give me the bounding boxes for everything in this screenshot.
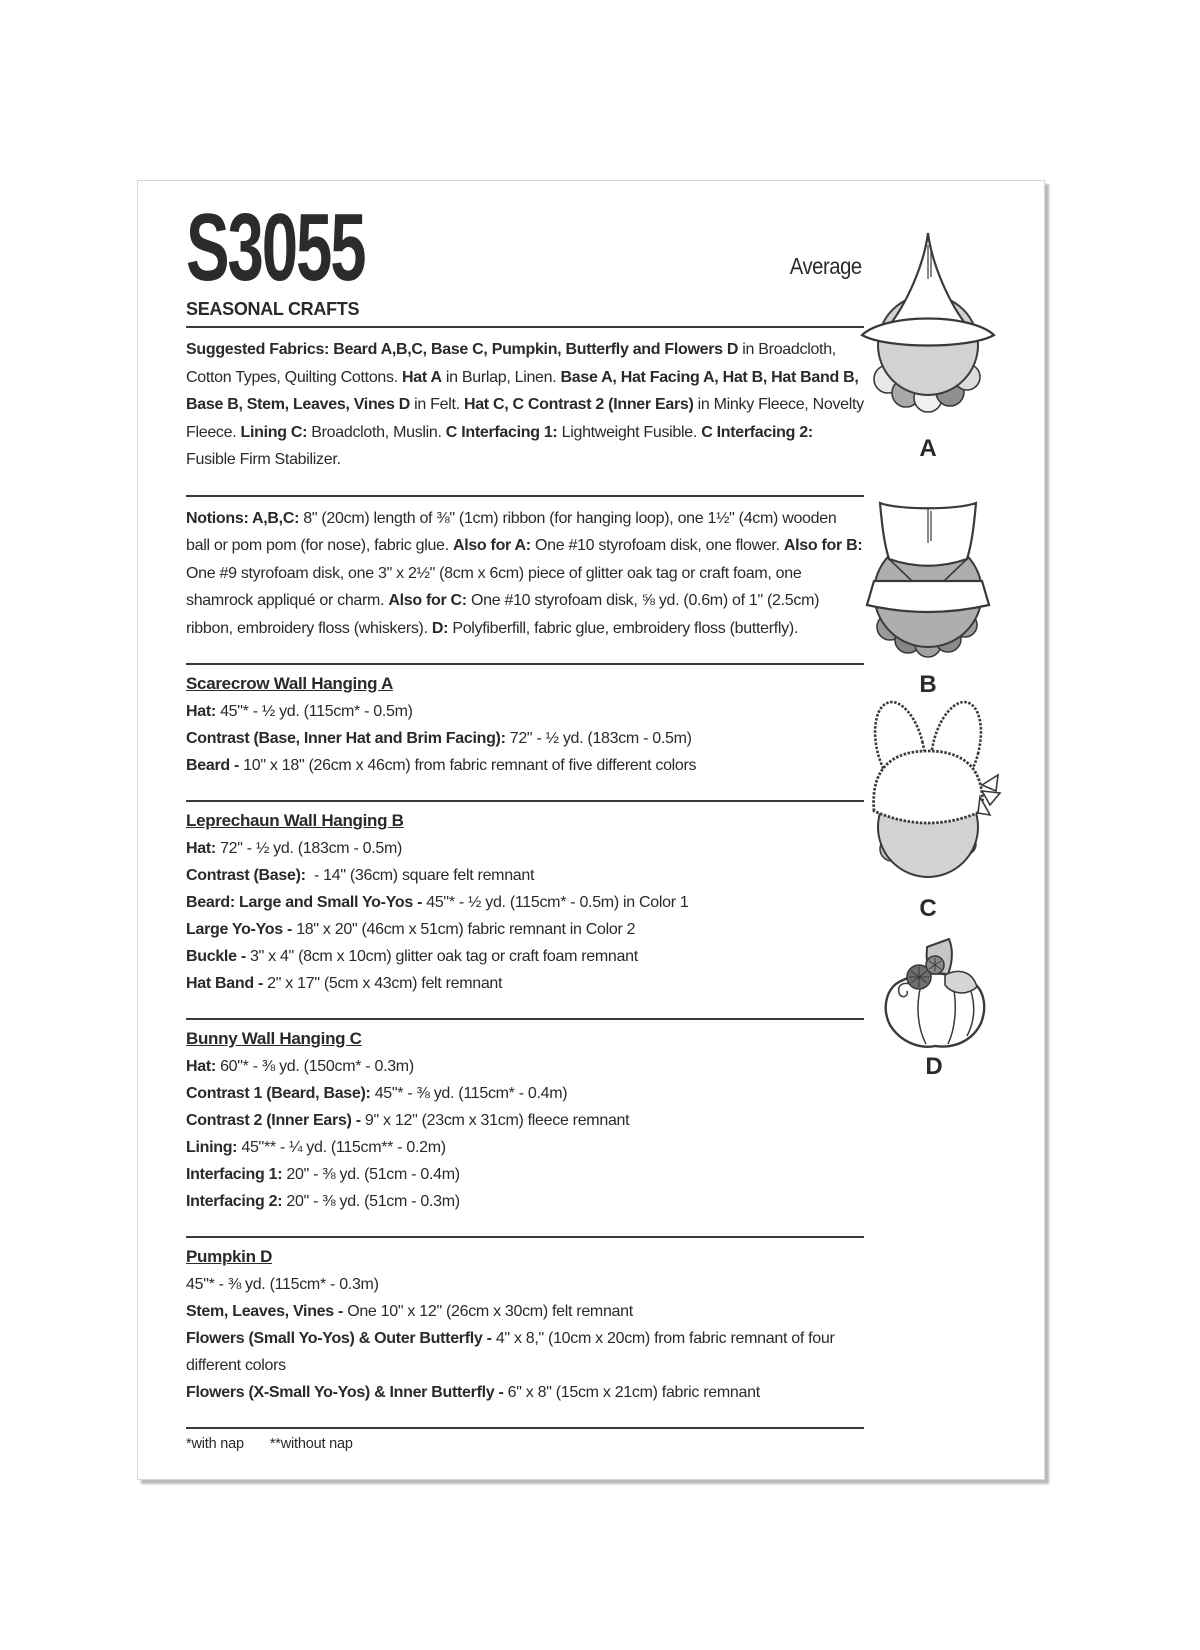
figure-d (844, 933, 1024, 1081)
section-lines (186, 1053, 864, 1215)
section-divider (186, 1018, 864, 1020)
nap-footnote (186, 1436, 864, 1452)
figure-label: B (919, 671, 937, 698)
spec-line: Contrast (Base, Inner Hat and Brim Facing): 72" - ½ yd. (183cm - 0.5m) (186, 730, 692, 747)
leprechaun-illustration (848, 497, 1008, 669)
bunny-illustration (844, 699, 1012, 893)
section-title: Bunny Wall Hanging C (186, 1029, 362, 1048)
pattern-number-row (186, 181, 864, 301)
spec-line: Hat: 60"* - ⅜ yd. (150cm* - 0.3m) (186, 1058, 414, 1075)
suggested-fabrics-paragraph: Suggested Fabrics: Beard A,B,C, Base C, Pumpkin, Butterfly and Flowers D in Broadcloth, Cotton Types, Quilting Cottons. Hat A in Burlap, Linen. Base A, Hat Facing A, Hat B, Hat Band B, Base B, Stem, Leaves, Vines D in Felt. Hat C, C Contrast 2 (Inner Ears) in Minky Fleece, Novelty Fleece. Lining C: Broadcloth, Muslin. C Interfacing 1: Lightweight Fusible. C Interfacing 2: Fusible Firm Stabilizer. (186, 341, 868, 468)
with-nap-note: *with nap (186, 1436, 244, 1452)
spec-line: Contrast (Base): - 14" (36cm) square felt remnant (186, 867, 535, 884)
spec-line: Hat Band - 2" x 17" (5cm x 43cm) felt remnant (186, 975, 503, 992)
section-leprechaun-b (186, 811, 864, 997)
spec-line: Stem, Leaves, Vines - One 10" x 12" (26cm x 30cm) felt remnant (186, 1303, 633, 1320)
notions-paragraph: Notions: A,B,C: 8" (20cm) length of ⅜" (1cm) ribbon (for hanging loop), one 1½" (4cm) wooden ball or pom pom (for nose), fabric glue. Also for A: One #10 styrofoam disk, one flower. Also for B: One #9 styrofoam disk, one 3" x 2½" (8cm x 6cm) piece of glitter oak tag or craft foam, one shamrock appliqué or charm. Also for C: One #10 styrofoam disk, ⅝ yd. (0.6m) of 1" (2.5cm) ribbon, embroidery floss (whiskers). D: Polyfiberfill, fabric glue, embroidery floss (butterfly). (186, 509, 867, 637)
section-lines (186, 698, 864, 779)
spec-line: Buckle - 3" x 4" (8cm x 10cm) glitter oak tag or craft foam remnant (186, 948, 638, 965)
spec-line: Interfacing 1: 20" - ⅜ yd. (51cm - 0.4m) (186, 1166, 460, 1183)
hat-brim (862, 319, 994, 346)
footnote-divider (186, 1427, 864, 1429)
spec-line: Large Yo-Yos - 18" x 20" (46cm x 51cm) fabric remnant in Color 2 (186, 921, 636, 938)
section-pumpkin-d (186, 1247, 864, 1406)
spec-line: Flowers (X-Small Yo-Yos) & Inner Butterfly - 6" x 8" (15cm x 21cm) fabric remnant (186, 1384, 760, 1401)
figure-label: C (919, 895, 937, 922)
section-title: Leprechaun Wall Hanging B (186, 811, 404, 830)
pattern-number: S3055 (186, 194, 365, 301)
figure-a (838, 227, 1018, 463)
pattern-envelope-back (137, 180, 1045, 1480)
spec-line: Beard - 10" x 18" (26cm x 46cm) from fabric remnant of five different colors (186, 757, 697, 774)
section-scarecrow-a (186, 674, 864, 779)
spec-line: Hat: 45"* - ½ yd. (115cm* - 0.5m) (186, 703, 413, 720)
category-heading: SEASONAL CRAFTS (186, 299, 864, 328)
spec-line: Lining: 45"** - ¼ yd. (115cm** - 0.2m) (186, 1139, 446, 1156)
section-title: Pumpkin D (186, 1247, 273, 1266)
difficulty-rating: Average (790, 253, 862, 279)
content-column (186, 181, 868, 1452)
figure-c (838, 699, 1018, 923)
section-lines (186, 835, 864, 997)
figure-label: D (925, 1053, 943, 1080)
section-divider (186, 495, 864, 497)
spec-line: Hat: 72" - ½ yd. (183cm - 0.5m) (186, 840, 403, 857)
spec-line: Flowers (Small Yo-Yos) & Outer Butterfly - 4" x 8," (10cm x 20cm) from fabric remnant of four different colors (186, 1330, 839, 1374)
section-divider (186, 663, 864, 665)
section-divider (186, 800, 864, 802)
section-title: Scarecrow Wall Hanging A (186, 674, 393, 693)
spec-line: Interfacing 2: 20" - ⅜ yd. (51cm - 0.3m) (186, 1193, 460, 1210)
section-lines (186, 1271, 864, 1406)
spec-line: Beard: Large and Small Yo-Yos - 45"* - ½ yd. (115cm* - 0.5m) in Color 1 (186, 894, 689, 911)
hat-brim (867, 581, 989, 612)
scarecrow-illustration (848, 227, 1008, 433)
figure-b (838, 497, 1018, 699)
fur-cap (874, 751, 983, 823)
figure-label: A (919, 435, 937, 462)
section-bunny-c (186, 1029, 864, 1215)
section-divider (186, 1236, 864, 1238)
spec-line: 45"* - ⅜ yd. (115cm* - 0.3m) (186, 1276, 379, 1293)
spec-line: Contrast 1 (Beard, Base): 45"* - ⅜ yd. (115cm* - 0.4m) (186, 1085, 568, 1102)
leaf (945, 971, 977, 993)
without-nap-note: **without nap (269, 1436, 353, 1452)
spec-line: Contrast 2 (Inner Ears) - 9" x 12" (23cm x 31cm) fleece remnant (186, 1112, 630, 1129)
pumpkin-illustration (869, 933, 999, 1051)
